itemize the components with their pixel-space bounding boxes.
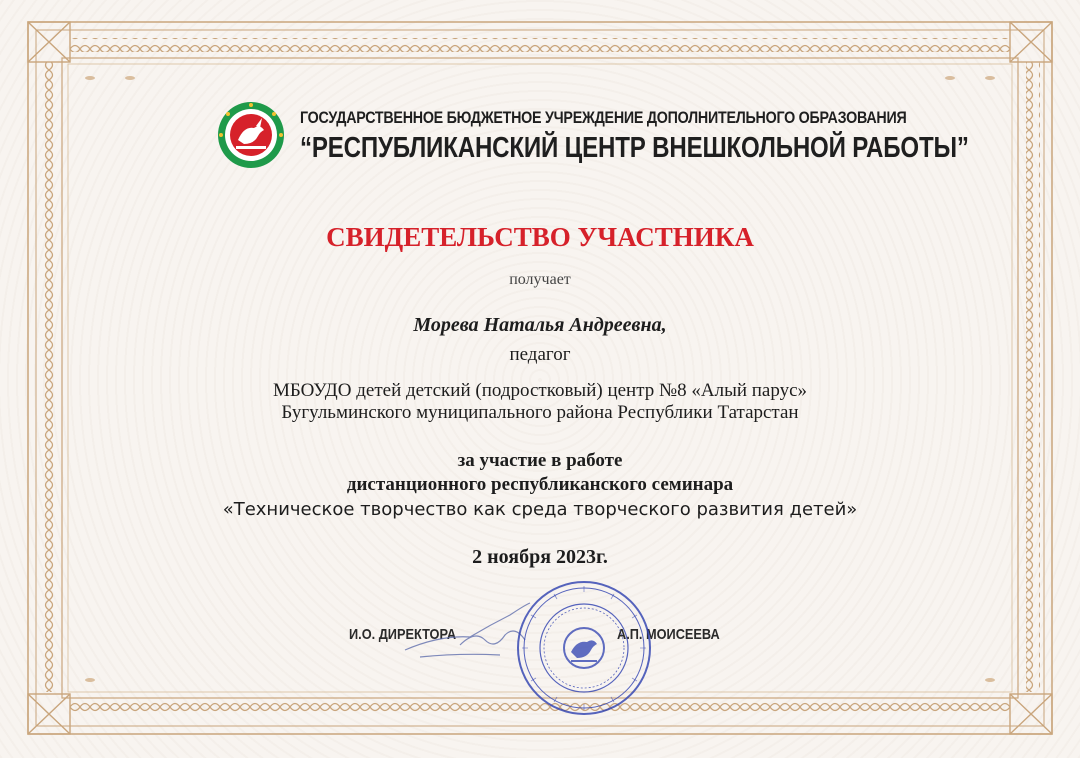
receives-label: получает xyxy=(509,271,571,288)
signatory-position: И.О. ДИРЕКТОРА xyxy=(349,626,457,643)
participation-line-1: за участие в работе xyxy=(457,450,623,471)
certificate-title: СВИДЕТЕЛЬСТВО УЧАСТНИКА xyxy=(326,222,754,252)
tatarstan-emblem-icon xyxy=(216,100,286,170)
seminar-title: «Техническое творчество как среда творческого развития детей» xyxy=(222,499,858,520)
participation-line-2: дистанционного республиканского семинара xyxy=(346,474,734,495)
institution-line-2: Бугульминского муниципального района Республики Татарстан xyxy=(281,402,799,423)
institution-line-1: МБОУДО детей детский (подростковый) центр №8 «Алый парус» xyxy=(272,380,808,401)
certificate-date: 2 ноября 2023г. xyxy=(472,546,608,568)
official-seal-stamp xyxy=(509,580,659,720)
organization-name: “РЕСПУБЛИКАНСКИЙ ЦЕНТР ВНЕШКОЛЬНОЙ РАБОТЫ” xyxy=(300,132,969,164)
organization-type: ГОСУДАРСТВЕННОЕ БЮДЖЕТНОЕ УЧРЕЖДЕНИЕ ДОПОЛНИТЕЛЬНОГО ОБРАЗОВАНИЯ xyxy=(300,108,907,127)
signatory-name: А.П. МОИСЕЕВА xyxy=(617,626,720,643)
organization-header xyxy=(216,100,969,170)
recipient-role: педагог xyxy=(509,344,571,365)
recipient-name: Морева Наталья Андреевна, xyxy=(413,314,667,336)
